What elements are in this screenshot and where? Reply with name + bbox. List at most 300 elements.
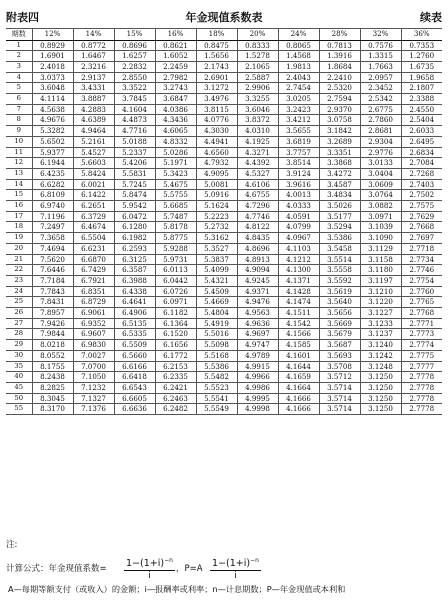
coefficient-cell: 2.6495 [401,136,442,147]
coefficient-cell: 6.5335 [114,329,155,340]
coefficient-cell: 5.5168 [196,350,237,361]
coefficient-cell: 4.6755 [237,190,278,201]
period-cell: 50 [6,393,32,404]
coefficient-cell: 5.5523 [196,383,237,394]
coefficient-cell: 4.8696 [237,243,278,254]
table-row [6,222,442,233]
period-cell: 5 [6,83,32,94]
coefficient-cell: 5.4919 [196,318,237,329]
coefficient-cell: 4.1566 [278,329,319,340]
coefficient-cell: 1.2760 [401,51,442,62]
coefficient-cell: 1.5656 [196,51,237,62]
coefficient-cell: 5.5755 [155,190,196,201]
coefficient-cell: 1.9658 [401,72,442,83]
coefficient-cell: 2.4043 [278,72,319,83]
table-row [6,372,442,383]
coefficient-cell: 5.5016 [196,329,237,340]
coefficient-cell: 4.9464 [73,126,114,137]
coefficient-cell: 2.2459 [155,61,196,72]
coefficient-cell: 2.3388 [401,94,442,105]
period-cell: 6 [6,94,32,105]
coefficient-cell: 6.1982 [114,233,155,244]
table-row [6,201,442,212]
coefficient-cell: 2.7777 [401,361,442,372]
coefficient-cell: 6.8351 [73,286,114,297]
coefficient-cell: 4.1511 [278,308,319,319]
coefficient-cell: 4.1659 [278,372,319,383]
coefficient-cell: 3.2689 [319,136,360,147]
coefficient-cell: 3.6046 [237,104,278,115]
coefficient-cell: 3.5708 [319,361,360,372]
coefficient-cell: 5.7245 [114,179,155,190]
coefficient-cell: 3.5669 [319,318,360,329]
coefficient-cell: 3.5177 [319,211,360,222]
coefficient-cell: 4.3271 [237,147,278,158]
coefficient-cell: 6.6636 [114,404,155,415]
coefficient-cell: 6.4338 [114,286,155,297]
coefficient-cell: 5.8178 [155,222,196,233]
column-header: 12% [32,29,73,41]
period-cell: 8 [6,115,32,126]
coefficient-cell: 2.3452 [360,83,401,94]
table-body [6,40,442,415]
period-cell: 11 [6,147,32,158]
coefficient-cell: 4.9789 [237,350,278,361]
coefficient-cell: 7.8431 [32,297,73,308]
table-row [6,40,442,51]
coefficient-cell: 3.8887 [73,94,114,105]
period-cell: 13 [6,168,32,179]
coefficient-fraction [124,555,175,582]
coefficient-cell: 4.9966 [237,372,278,383]
column-header: 期数 [6,29,32,41]
coefficient-cell: 2.7778 [401,372,442,383]
coefficient-cell: 2.2410 [319,72,360,83]
fraction-denominator: i [148,571,151,582]
coefficient-cell: 3.5558 [319,265,360,276]
coefficient-cell: 7.1196 [32,211,73,222]
coefficient-cell: 5.9731 [155,254,196,265]
coefficient-cell: 7.1050 [73,372,114,383]
coefficient-cell: 3.5294 [319,222,360,233]
coefficient-cell: 5.9377 [32,147,73,158]
coefficient-cell: 4.9563 [237,308,278,319]
coefficient-cell: 3.1158 [360,254,401,265]
coefficient-cell: 6.1944 [32,158,73,169]
period-cell: 25 [6,297,32,308]
coefficient-cell: 4.4941 [196,136,237,147]
coefficient-cell: 0.8772 [73,40,114,51]
coefficient-cell: 5.2161 [73,136,114,147]
coefficient-cell: 7.0700 [73,361,114,372]
column-header: 36% [401,29,442,41]
coefficient-cell: 3.1197 [360,275,401,286]
coefficient-cell: 3.5687 [319,340,360,351]
coefficient-cell: 6.3587 [114,265,155,276]
coefficient-cell: 6.6231 [73,243,114,254]
coefficient-cell: 2.3216 [73,61,114,72]
table-row [6,179,442,190]
coefficient-cell: 6.2421 [155,383,196,394]
coefficient-cell: 6.9061 [73,308,114,319]
coefficient-cell: 2.2832 [114,61,155,72]
period-cell: 7 [6,104,32,115]
table-row [6,147,442,158]
column-header: 14% [73,29,114,41]
coefficient-cell: 5.0286 [155,147,196,158]
coefficient-cell: 5.8775 [155,233,196,244]
period-cell: 21 [6,254,32,265]
table-row [6,318,442,329]
table-row [6,211,442,222]
coefficient-cell: 3.5619 [319,286,360,297]
coefficient-cell: 6.3125 [114,254,155,265]
coefficient-cell: 4.7932 [196,158,237,169]
column-header: 24% [278,29,319,41]
coefficient-cell: 3.5386 [319,233,360,244]
period-cell: 28 [6,329,32,340]
coefficient-cell: 3.0205 [278,94,319,105]
coefficient-cell: 2.6901 [196,72,237,83]
coefficient-cell: 4.6065 [155,126,196,137]
table-row [6,329,442,340]
coefficient-cell: 3.6819 [278,136,319,147]
variable-legend: A—每期等额支付（或收入）的金额；i—报酬率或利率；n—计息期数；P—年金现值或本利和 [8,584,346,594]
coefficient-cell: 2.9137 [73,72,114,83]
coefficient-cell: 7.1376 [73,404,114,415]
coefficient-cell: 3.8372 [237,115,278,126]
coefficient-cell: 5.0081 [196,179,237,190]
coefficient-cell: 4.9676 [32,115,73,126]
table-row [6,308,442,319]
coefficient-cell: 4.9986 [237,383,278,394]
coefficient-cell: 6.7429 [73,265,114,276]
period-cell: 9 [6,126,32,137]
header-row [6,29,442,41]
coefficient-cell: 8.3170 [32,404,73,415]
table-row [6,168,442,179]
coefficient-cell: 6.2482 [155,404,196,415]
coefficient-cell: 3.5592 [319,275,360,286]
coefficient-cell: 8.0218 [32,340,73,351]
coefficient-cell: 3.2423 [278,104,319,115]
coefficient-cell: 4.4392 [237,158,278,169]
formula-prefix: 计算公式：年金现值系数= [6,564,107,574]
coefficient-cell: 3.5458 [319,243,360,254]
period-cell: 22 [6,265,32,276]
coefficient-cell: 1.3916 [319,51,360,62]
table-row [6,94,442,105]
coefficient-cell: 7.1232 [73,383,114,394]
coefficient-cell: 6.9740 [32,201,73,212]
coefficient-cell: 8.2825 [32,383,73,394]
coefficient-cell: 4.7746 [237,211,278,222]
coefficient-cell: 0.7353 [401,40,442,51]
coefficient-cell: 2.0957 [360,72,401,83]
coefficient-cell: 2.6033 [401,126,442,137]
coefficient-cell: 2.7778 [401,383,442,394]
coefficient-cell: 5.2223 [196,211,237,222]
coefficient-cell: 2.7754 [401,275,442,286]
period-cell: 16 [6,201,32,212]
coefficient-cell: 3.1272 [196,83,237,94]
coefficient-cell: 2.5887 [237,72,278,83]
period-cell: 4 [6,72,32,83]
coefficient-cell: 5.4675 [155,179,196,190]
note-label: 注: [6,540,18,550]
coefficient-cell: 2.7403 [401,179,442,190]
coefficient-cell: 6.4906 [114,308,155,319]
coefficient-cell: 2.7454 [278,83,319,94]
coefficient-cell: 0.7576 [360,40,401,51]
coefficient-cell: 4.0967 [278,233,319,244]
coefficient-cell: 5.3423 [155,168,196,179]
coefficient-cell: 3.0609 [360,179,401,190]
coefficient-cell: 2.9906 [237,83,278,94]
coefficient-cell: 5.0188 [114,136,155,147]
coefficient-cell: 3.1039 [360,222,401,233]
coefficient-cell: 6.8109 [32,190,73,201]
coefficient-cell: 6.0726 [155,286,196,297]
coefficient-cell: 3.1237 [360,329,401,340]
coefficient-cell: 4.9245 [237,275,278,286]
coefficient-cell: 2.7746 [401,265,442,276]
coefficient-cell: 2.7594 [319,94,360,105]
table-row [6,286,442,297]
coefficient-cell: 3.5655 [278,126,319,137]
coefficient-cell: 5.5541 [196,393,237,404]
coefficient-cell: 3.6847 [155,94,196,105]
coefficient-cell: 6.6166 [114,361,155,372]
coefficient-cell: 2.1065 [237,61,278,72]
coefficient-cell: 3.1090 [360,233,401,244]
coefficient-cell: 7.8957 [32,308,73,319]
coefficient-cell: 4.1300 [278,265,319,276]
coefficient-cell: 3.1129 [360,243,401,254]
coefficient-cell: 3.3351 [319,147,360,158]
coefficient-cell: 4.1212 [278,254,319,265]
coefficient-cell: 2.5342 [360,94,401,105]
coefficient-cell: 5.4527 [73,147,114,158]
table-row [6,126,442,137]
coefficient-cell: 3.1220 [360,297,401,308]
coefficient-cell: 3.5693 [319,350,360,361]
coefficient-cell: 3.3868 [319,158,360,169]
coefficient-cell: 6.2463 [155,393,196,404]
coefficient-cell: 4.1925 [237,136,278,147]
coefficient-cell: 6.2651 [73,201,114,212]
coefficient-cell: 6.4641 [114,297,155,308]
formula-separator: ，P=A [176,564,203,574]
period-cell: 26 [6,308,32,319]
column-header: 32% [360,29,401,41]
coefficient-cell: 6.5509 [114,340,155,351]
period-cell: 20 [6,243,32,254]
coefficient-cell: 4.1371 [278,275,319,286]
table-row [6,404,442,415]
coefficient-cell: 5.8474 [114,190,155,201]
coefficient-cell: 6.6605 [114,393,155,404]
fraction-denominator: i [234,571,237,582]
coefficient-cell: 5.6603 [73,158,114,169]
present-value-fraction [210,555,261,582]
coefficient-cell: 5.4321 [196,275,237,286]
coefficient-cell: 5.7487 [155,211,196,222]
coefficient-cell: 5.5549 [196,404,237,415]
coefficient-cell: 6.2335 [155,372,196,383]
coefficient-cell: 5.5482 [196,372,237,383]
period-cell: 2 [6,51,32,62]
period-cell: 10 [6,136,32,147]
coefficient-cell: 6.1280 [114,222,155,233]
coefficient-cell: 3.4331 [73,83,114,94]
page-header [6,9,442,24]
coefficient-cell: 2.7765 [401,297,442,308]
coefficient-cell: 2.7668 [401,222,442,233]
coefficient-cell: 3.1250 [360,393,401,404]
coefficient-cell: 4.0386 [155,104,196,115]
table-row [6,83,442,94]
coefficient-cell: 3.6048 [32,83,73,94]
coefficient-cell: 6.0442 [155,275,196,286]
coefficient-cell: 6.2593 [114,243,155,254]
period-cell: 29 [6,340,32,351]
coefficient-cell: 4.1666 [278,393,319,404]
coefficient-cell: 3.9616 [278,179,319,190]
period-cell: 27 [6,318,32,329]
table-row [6,51,442,62]
period-cell: 35 [6,361,32,372]
coefficient-cell: 4.6560 [196,147,237,158]
coefficient-cell: 2.6834 [401,147,442,158]
coefficient-cell: 5.5098 [196,340,237,351]
coefficient-cell: 3.4212 [278,115,319,126]
coefficient-cell: 2.7502 [401,190,442,201]
coefficient-cell: 4.9095 [196,168,237,179]
coefficient-cell: 2.7774 [401,340,442,351]
coefficient-cell: 3.5656 [319,308,360,319]
period-cell: 45 [6,383,32,394]
coefficient-cell: 3.9124 [278,168,319,179]
coefficient-cell: 3.0764 [360,190,401,201]
coefficient-cell: 2.7771 [401,318,442,329]
coefficient-cell: 1.5278 [237,51,278,62]
coefficient-cell: 7.7184 [32,275,73,286]
table-row [6,254,442,265]
coefficient-cell: 2.5320 [319,83,360,94]
coefficient-cell: 2.4550 [401,104,442,115]
coefficient-cell: 6.8729 [73,297,114,308]
coefficient-cell: 7.5620 [32,254,73,265]
coefficient-cell: 6.0472 [114,211,155,222]
coefficient-cell: 2.7084 [401,158,442,169]
coefficient-cell: 4.1666 [278,404,319,415]
coefficient-cell: 4.1644 [278,361,319,372]
coefficient-cell: 2.6775 [360,104,401,115]
coefficient-cell: 5.1971 [155,158,196,169]
coefficient-cell: 3.1250 [360,383,401,394]
coefficient-cell: 2.7773 [401,329,442,340]
coefficient-cell: 6.6543 [114,383,155,394]
table-row [6,136,442,147]
coefficient-cell: 6.6418 [114,372,155,383]
coefficient-cell: 3.0404 [360,168,401,179]
coefficient-cell: 4.6389 [73,115,114,126]
table-row [6,104,442,115]
coefficient-cell: 3.4976 [196,94,237,105]
table-row [6,340,442,351]
coefficient-cell: 4.1428 [278,286,319,297]
coefficient-cell: 6.5135 [114,318,155,329]
coefficient-cell: 6.5660 [114,350,155,361]
coefficient-cell: 5.3527 [196,243,237,254]
coefficient-cell: 1.6901 [32,51,73,62]
coefficient-cell: 4.4873 [114,115,155,126]
coefficient-cell: 6.9607 [73,329,114,340]
coefficient-cell: 6.3729 [73,211,114,222]
coefficient-cell: 0.8621 [155,40,196,51]
coefficient-cell: 0.8696 [114,40,155,51]
coefficient-cell: 4.9998 [237,404,278,415]
coefficient-cell: 3.4834 [319,190,360,201]
period-cell: 14 [6,179,32,190]
coefficient-cell: 3.8115 [196,104,237,115]
coefficient-cell: 6.5504 [73,233,114,244]
coefficient-cell: 6.6282 [32,179,73,190]
coefficient-cell: 3.5640 [319,297,360,308]
period-cell: 19 [6,233,32,244]
column-header: 28% [319,29,360,41]
coefficient-cell: 6.2153 [155,361,196,372]
coefficient-cell: 3.1248 [360,361,401,372]
coefficient-cell: 4.9697 [237,329,278,340]
coefficient-cell: 1.6467 [73,51,114,62]
coefficient-cell: 3.1233 [360,318,401,329]
coefficient-cell: 3.1842 [319,126,360,137]
coefficient-cell: 2.7734 [401,254,442,265]
coefficient-cell: 7.0027 [73,350,114,361]
coefficient-cell: 3.5026 [319,201,360,212]
coefficient-cell: 4.8435 [237,233,278,244]
coefficient-cell: 5.4509 [196,286,237,297]
coefficient-cell: 3.4587 [319,179,360,190]
coefficient-cell: 8.3045 [32,393,73,404]
coefficient-cell: 2.1807 [401,83,442,94]
coefficient-cell: 0.8929 [32,40,73,51]
period-cell: 1 [6,40,32,51]
period-cell: 24 [6,286,32,297]
coefficient-cell: 4.0013 [278,190,319,201]
table-row [6,383,442,394]
period-cell: 30 [6,350,32,361]
coefficient-cell: 3.1240 [360,340,401,351]
period-cell: 40 [6,372,32,383]
coefficient-cell: 3.1227 [360,308,401,319]
coefficient-cell: 7.3658 [32,233,73,244]
coefficient-cell: 5.6685 [155,201,196,212]
coefficient-cell: 2.7982 [155,72,196,83]
coefficient-cell: 7.9844 [32,329,73,340]
coefficient-cell: 6.3988 [114,275,155,286]
coefficient-cell: 4.2883 [73,104,114,115]
coefficient-cell: 5.8424 [73,168,114,179]
coefficient-cell: 4.9747 [237,340,278,351]
coefficient-cell: 4.9371 [237,286,278,297]
coefficient-cell: 4.9476 [237,297,278,308]
coefficient-cell: 5.5831 [114,168,155,179]
coefficient-cell: 7.4694 [32,243,73,254]
column-header: 15% [114,29,155,41]
